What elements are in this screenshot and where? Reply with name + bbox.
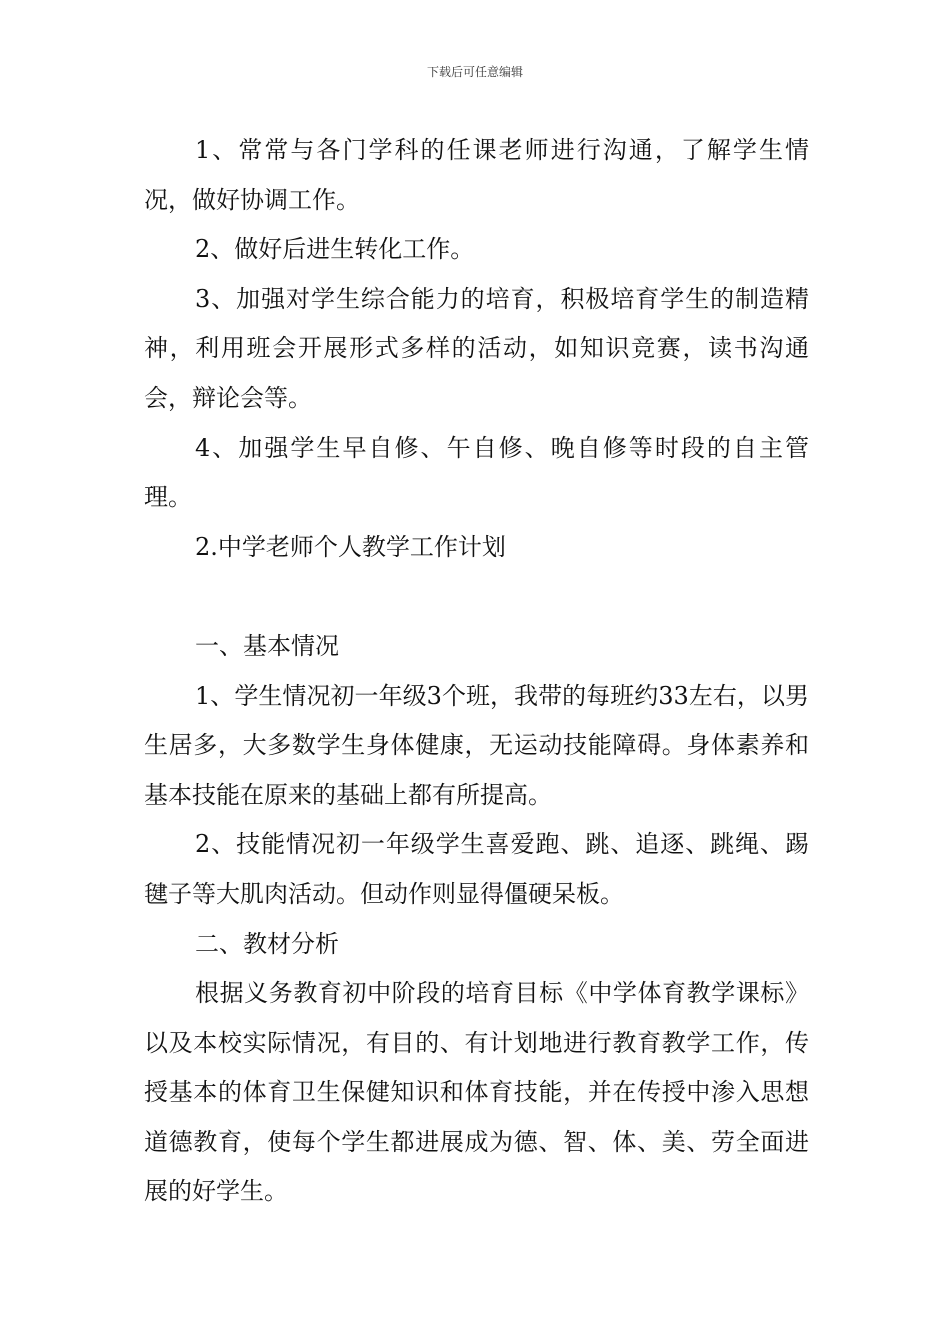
heading-basic-situation: 一、基本情况 [195, 631, 339, 660]
blank-line [144, 572, 809, 622]
paragraph-item-2: 2、做好后进生转化工作。 [195, 235, 475, 264]
paragraph-item-3: 3、加强对学生综合能力的培育，积极培育学生的制造精神，利用班会开展形式多样的活动，如知识竞赛，读书沟通会，辩论会等。 [144, 284, 809, 412]
paragraph-item-4: 4、加强学生早自修、午自修、晚自修等时段的自主管理。 [144, 433, 809, 512]
heading-textbook-analysis: 二、教材分析 [195, 929, 339, 958]
paragraph-textbook-analysis: 根据义务教育初中阶段的培育目标《中学体育教学课标》以及本校实际情况，有目的、有计划地进行教育教学工作，传授基本的体育卫生保健知识和体育技能，并在传授中渗入思想道德教育，使每个学生都进展成为德、智、体、美、劳全面进展的好学生。 [144, 979, 809, 1206]
page-header: 下载后可任意编辑 [426, 65, 523, 79]
section-title: 2.中学老师个人教学工作计划 [195, 532, 506, 561]
paragraph-item-1: 1、常常与各门学科的任课老师进行沟通，了解学生情况，做好协调工作。 [144, 136, 809, 214]
paragraph-student-situation: 1、学生情况初一年级3个班，我带的每班约33左右，以男生居多，大多数学生身体健康，无运动技能障碍。身体素养和基本技能在原来的基础上都有所提高。 [144, 681, 809, 809]
paragraph-skill-situation: 2、技能情况初一年级学生喜爱跑、跳、追逐、跳绳、踢毽子等大肌肉活动。但动作则显得僵硬呆板。 [144, 830, 809, 908]
document-body [144, 126, 809, 1217]
